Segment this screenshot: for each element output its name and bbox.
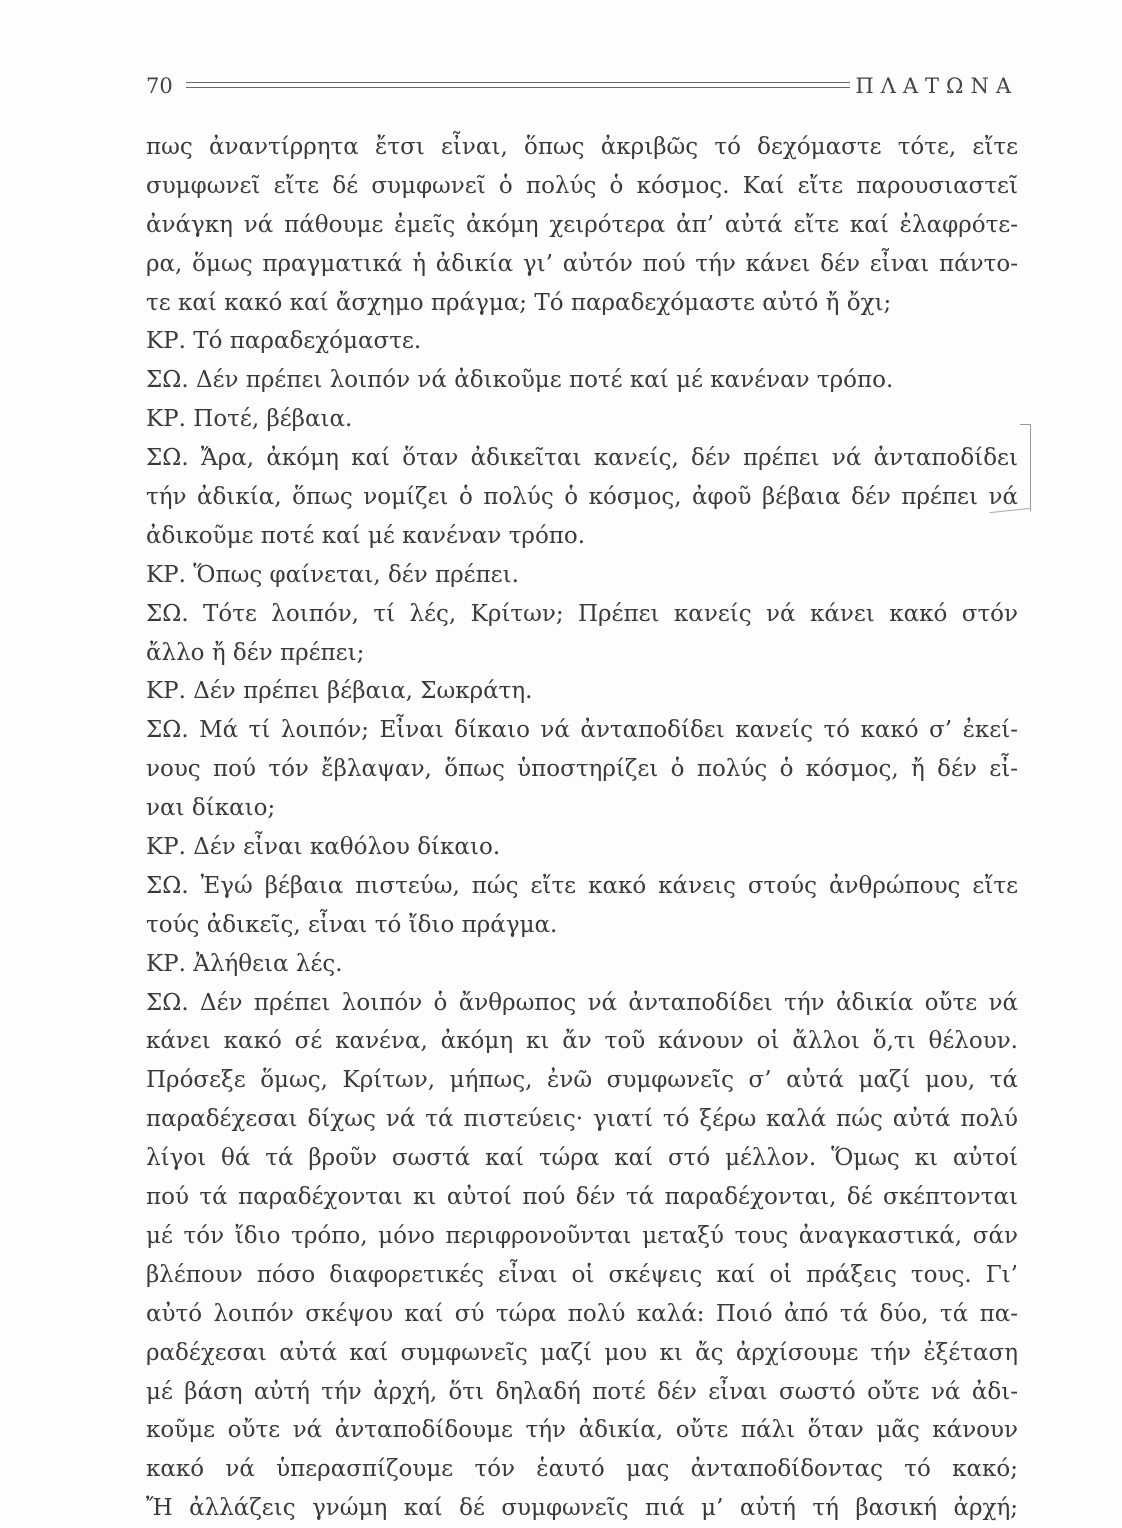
text-line: ἀνάγκη νά πάθουμε ἐμεῖς ἀκόμη χειρότερα ἀπ’ αὐτά εἴτε καί ἐλαφρότε- [146,211,1018,238]
text-line: ΣΩ. Δέν πρέπει λοιπόν νά ἀδικοῦμε ποτέ καί μέ κανέναν τρόπο. [146,367,894,394]
text-line: κακό νά ὑπερασπίζουμε τόν ἑαυτό μας ἀνταποδίδοντας τό κακό; [146,1456,1018,1483]
text-line: ΣΩ. Ἐγώ βέβαια πιστεύω, πώς εἴτε κακό κάνεις στούς ἀνθρώπους εἴτε [146,872,1018,899]
text-line: ΣΩ. Τότε λοιπόν, τί λές, Κρίτων; Πρέπει κανείς νά κάνει κακό στόν [146,600,1018,627]
text-line: ΚΡ. Δέν πρέπει βέβαια, Σωκράτη. [146,678,533,705]
text-line: ΚΡ. Ἀλήθεια λές. [146,950,343,977]
text-line: τε καί κακό καί ἄσχημο πράγμα; Τό παραδεχόμαστε αὐτό ἤ ὄχι; [146,289,892,316]
text-line: νους πού τόν ἔβλαψαν, ὅπως ὑποστηρίζει ὁ πολύς ὁ κόσμος, ἤ δέν εἶ- [146,756,1018,783]
text-line: ΣΩ. Δέν πρέπει λοιπόν ὁ ἄνθρωπος νά ἀνταποδίδει τήν ἀδικία οὔτε νά [146,989,1018,1016]
text-line: μέ βάση αὐτή τήν ἀρχή, ὅτι δηλαδή ποτέ δέν εἶναι σωστό οὔτε νά ἀδι- [146,1378,1018,1405]
text-line: παραδέχεσαι δίχως νά τά πιστεύεις· γιατί τό ξέρω καλά πώς αὐτά πολύ [146,1106,1018,1133]
page-header [146,72,1018,102]
text-line: τούς ἀδικεῖς, εἶναι τό ἴδιο πράγμα. [146,911,558,938]
running-title: ΠΛΑΤΩΝΑ [855,74,1018,98]
header-rule [186,82,850,88]
text-line: ἄλλο ἤ δέν πρέπει; [146,639,365,666]
text-line: βλέπουν πόσο διαφορετικές εἶναι οἱ σκέψεις καί οἱ πράξεις τους. Γι’ [146,1261,1018,1288]
text-line: πως ἀναντίρρητα ἔτσι εἶναι, ὅπως ἀκριβῶς τό δεχόμαστε τότε, εἴτε [146,134,1018,160]
margin-bracket-mark [1020,424,1031,511]
text-line: αὐτό λοιπόν σκέψου καί σύ τώρα πολύ καλά: Ποιό ἀπό τά δύο, τά πα- [146,1300,1018,1327]
text-line: Ἤ ἀλλάζεις γνώμη καί δέ συμφωνεῖς πιά μ’ αὐτή τή βασική ἀρχή; [146,1495,1018,1522]
text-line: λίγοι θά τά βροῦν σωστά καί τώρα καί στό μέλλον. Ὅμως κι αὐτοί [146,1145,1018,1172]
text-line: πού τά παραδέχονται κι αὐτοί πού δέν τά παραδέχονται, δέ σκέπτονται [146,1184,1018,1211]
body-text [146,128,1018,1528]
text-line: ἀδικοῦμε ποτέ καί μέ κανέναν τρόπο. [146,522,586,549]
text-line: Πρόσεξε ὅμως, Κρίτων, μήπως, ἐνῶ συμφωνεῖς σ’ αὐτά μαζί μου, τά [146,1067,1018,1094]
text-line: ΚΡ. Δέν εἶναι καθόλου δίκαιο. [146,834,501,861]
text-line: ΣΩ. Ἄρα, ἀκόμη καί ὅταν ἀδικεῖται κανείς, δέν πρέπει νά ἀνταποδίδει [146,445,1018,472]
text-line: ΣΩ. Μά τί λοιπόν; Εἶναι δίκαιο νά ἀνταποδίδει κανείς τό κακό σ’ ἐκεί- [146,717,1018,744]
text-line: κοῦμε οὔτε νά ἀνταποδίδουμε τήν ἀδικία, οὔτε πάλι ὅταν μᾶς κάνουν [146,1417,1018,1444]
text-line: ΚΡ. Ποτέ, βέβαια. [146,406,353,433]
text-line: συμφωνεῖ εἴτε δέ συμφωνεῖ ὁ πολύς ὁ κόσμος. Καί εἴτε παρουσιαστεῖ [146,172,1018,199]
text-line: μέ τόν ἴδιο τρόπο, μόνο περιφρονοῦνται μεταξύ τους ἀναγκαστικά, σάν [146,1222,1018,1249]
text-line: ρα, ὅμως πραγματικά ἡ ἀδικία γι’ αὐτόν πού τήν κάνει δέν εἶναι πάντο- [146,250,1018,277]
text-line: τήν ἀδικία, ὅπως νομίζει ὁ πολύς ὁ κόσμος, ἀφοῦ βέβαια δέν πρέπει νά [146,484,1018,511]
text-line: ραδέχεσαι αὐτά καί συμφωνεῖς μαζί μου κι ἄς ἀρχίσουμε τήν ἐξέταση [146,1339,1018,1366]
text-line: κάνει κακό σέ κανένα, ἀκόμη κι ἄν τοῦ κάνουν οἱ ἄλλοι ὅ,τι θέλουν. [146,1028,1018,1055]
text-line: ΚΡ. Ὅπως φαίνεται, δέν πρέπει. [146,561,519,588]
page-number: 70 [146,74,173,98]
text-line: ναι δίκαιο; [146,795,276,822]
text-line: ΚΡ. Τό παραδεχόμαστε. [146,328,422,355]
